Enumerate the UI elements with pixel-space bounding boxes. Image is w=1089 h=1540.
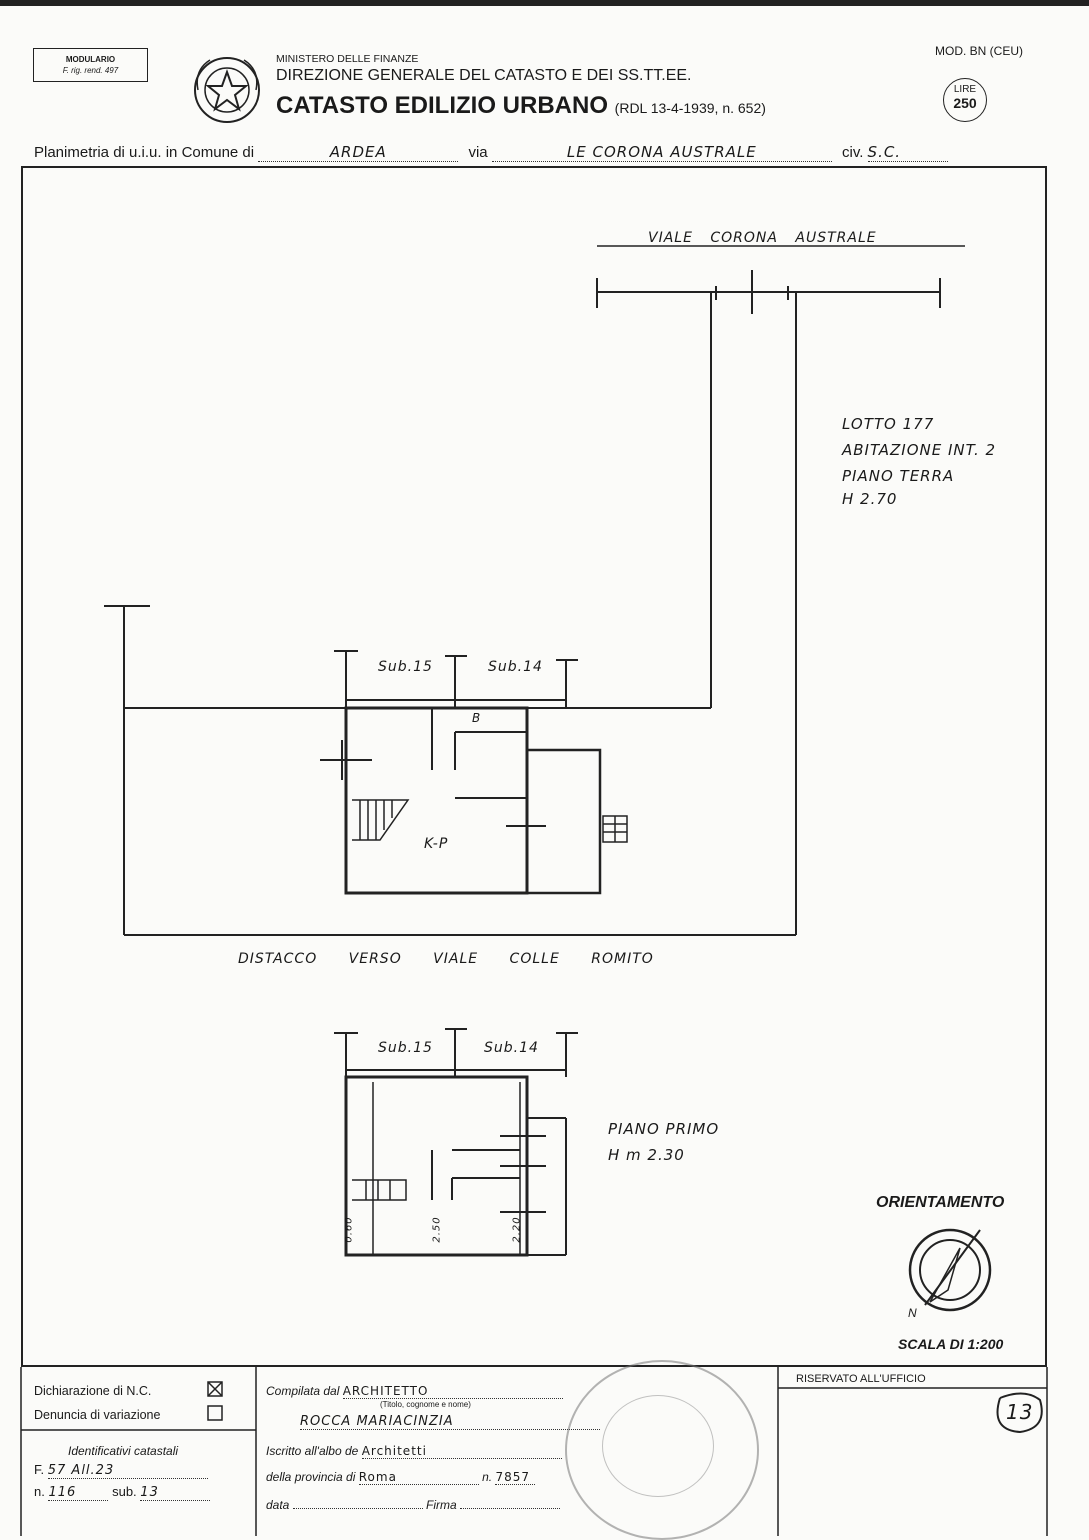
abitazione-label: ABITAZIONE INT. 2 — [842, 441, 997, 459]
lire-label: LIRE — [953, 84, 977, 95]
provincia-value: Roma — [359, 1470, 479, 1485]
sub-value: 13 — [140, 1485, 210, 1501]
sub-label: sub. — [112, 1484, 137, 1499]
n-value: 116 — [48, 1485, 108, 1501]
rdl-reference: (RDL 13-4-1939, n. 652) — [614, 100, 766, 116]
lotto-label: LOTTO 177 — [842, 415, 935, 433]
piano-terra-label: PIANO TERRA — [842, 467, 955, 485]
sub15-ground: Sub.15 — [378, 659, 433, 675]
n-label: n. — [34, 1484, 45, 1499]
street-top-label: VIALE CORONA AUSTRALE — [648, 230, 877, 246]
scala-label: SCALA DI 1:200 — [898, 1336, 1004, 1352]
distacco-label: DISTACCO VERSO VIALE COLLE ROMITO — [238, 951, 654, 967]
data-value — [293, 1508, 423, 1509]
compilata-value: ARCHITETTO — [343, 1384, 563, 1399]
ministry-title: MINISTERO DELLE FINANZE — [276, 53, 419, 65]
dim-250: 2.50 — [431, 1216, 443, 1243]
piano-primo-label: PIANO PRIMO — [608, 1120, 720, 1138]
planimetria-label: Planimetria di u.i.u. in Comune di — [34, 144, 255, 161]
albo-value: Architetti — [362, 1444, 562, 1459]
h-primo-label: H m 2.30 — [608, 1146, 685, 1164]
firma-label: Firma — [426, 1498, 457, 1512]
room-b-label: B — [472, 711, 482, 725]
civ-value: S.C. — [868, 143, 948, 162]
firma-value — [460, 1508, 560, 1509]
f-value: 57 All.23 — [48, 1463, 208, 1479]
compilata-label: Compilata dal — [266, 1384, 340, 1398]
room-kp-label: K-P — [424, 836, 449, 852]
denuncia-label: Denuncia di variazione — [34, 1408, 161, 1422]
iscritto-label: Iscritto all'albo de — [266, 1444, 359, 1458]
dim-060: 0.60 — [343, 1216, 355, 1243]
provincia-row — [266, 1470, 535, 1485]
modulario-label: MODULARIO — [65, 55, 116, 64]
titolo-hint: (Titolo, cognome e nome) — [380, 1400, 471, 1409]
provincia-label: della provincia di — [266, 1470, 356, 1484]
orientamento-label: ORIENTAMENTO — [876, 1194, 1005, 1211]
direzione-title: DIREZIONE GENERALE DEL CATASTO E DEI SS.TT.EE. — [276, 67, 692, 84]
f-label: F. — [34, 1462, 45, 1477]
dim-220: 2.20 — [511, 1216, 523, 1243]
sub14-ground: Sub.14 — [488, 659, 543, 675]
north-label: N — [908, 1306, 917, 1320]
sub14-first: Sub.14 — [484, 1040, 539, 1056]
lire-value: 250 — [953, 95, 977, 111]
via-value: LE CORONA AUSTRALE — [492, 143, 832, 162]
modulario-ref: F. rig. rend. 497 — [62, 66, 119, 75]
dichiarazione-label: Dichiarazione di N.C. — [34, 1384, 152, 1398]
identificativi-label: Identificativi catastali — [68, 1444, 179, 1458]
n-row — [34, 1484, 210, 1501]
comune-value: ARDEA — [258, 143, 458, 162]
num-label: n. — [482, 1470, 493, 1484]
architect-stamp-inner — [602, 1395, 714, 1497]
via-label: via — [468, 144, 488, 161]
catasto-label: CATASTO EDILIZIO URBANO — [276, 92, 608, 119]
data-row — [266, 1498, 560, 1512]
page-number: 13 — [1006, 1400, 1034, 1424]
data-label: data — [266, 1498, 290, 1512]
riservato-label: RISERVATO ALL'UFFICIO — [796, 1373, 926, 1385]
civ-label: civ. — [841, 144, 864, 161]
num-value: 7857 — [495, 1470, 535, 1485]
compilata-row — [266, 1384, 563, 1399]
f-row — [34, 1462, 208, 1479]
iscritto-row — [266, 1444, 562, 1459]
mod-code: MOD. BN (CEU) — [935, 44, 1023, 58]
sub15-first: Sub.15 — [378, 1040, 433, 1056]
nome-value: ROCCA MARIACINZIA — [300, 1414, 600, 1430]
h-terra-label: H 2.70 — [842, 490, 898, 508]
